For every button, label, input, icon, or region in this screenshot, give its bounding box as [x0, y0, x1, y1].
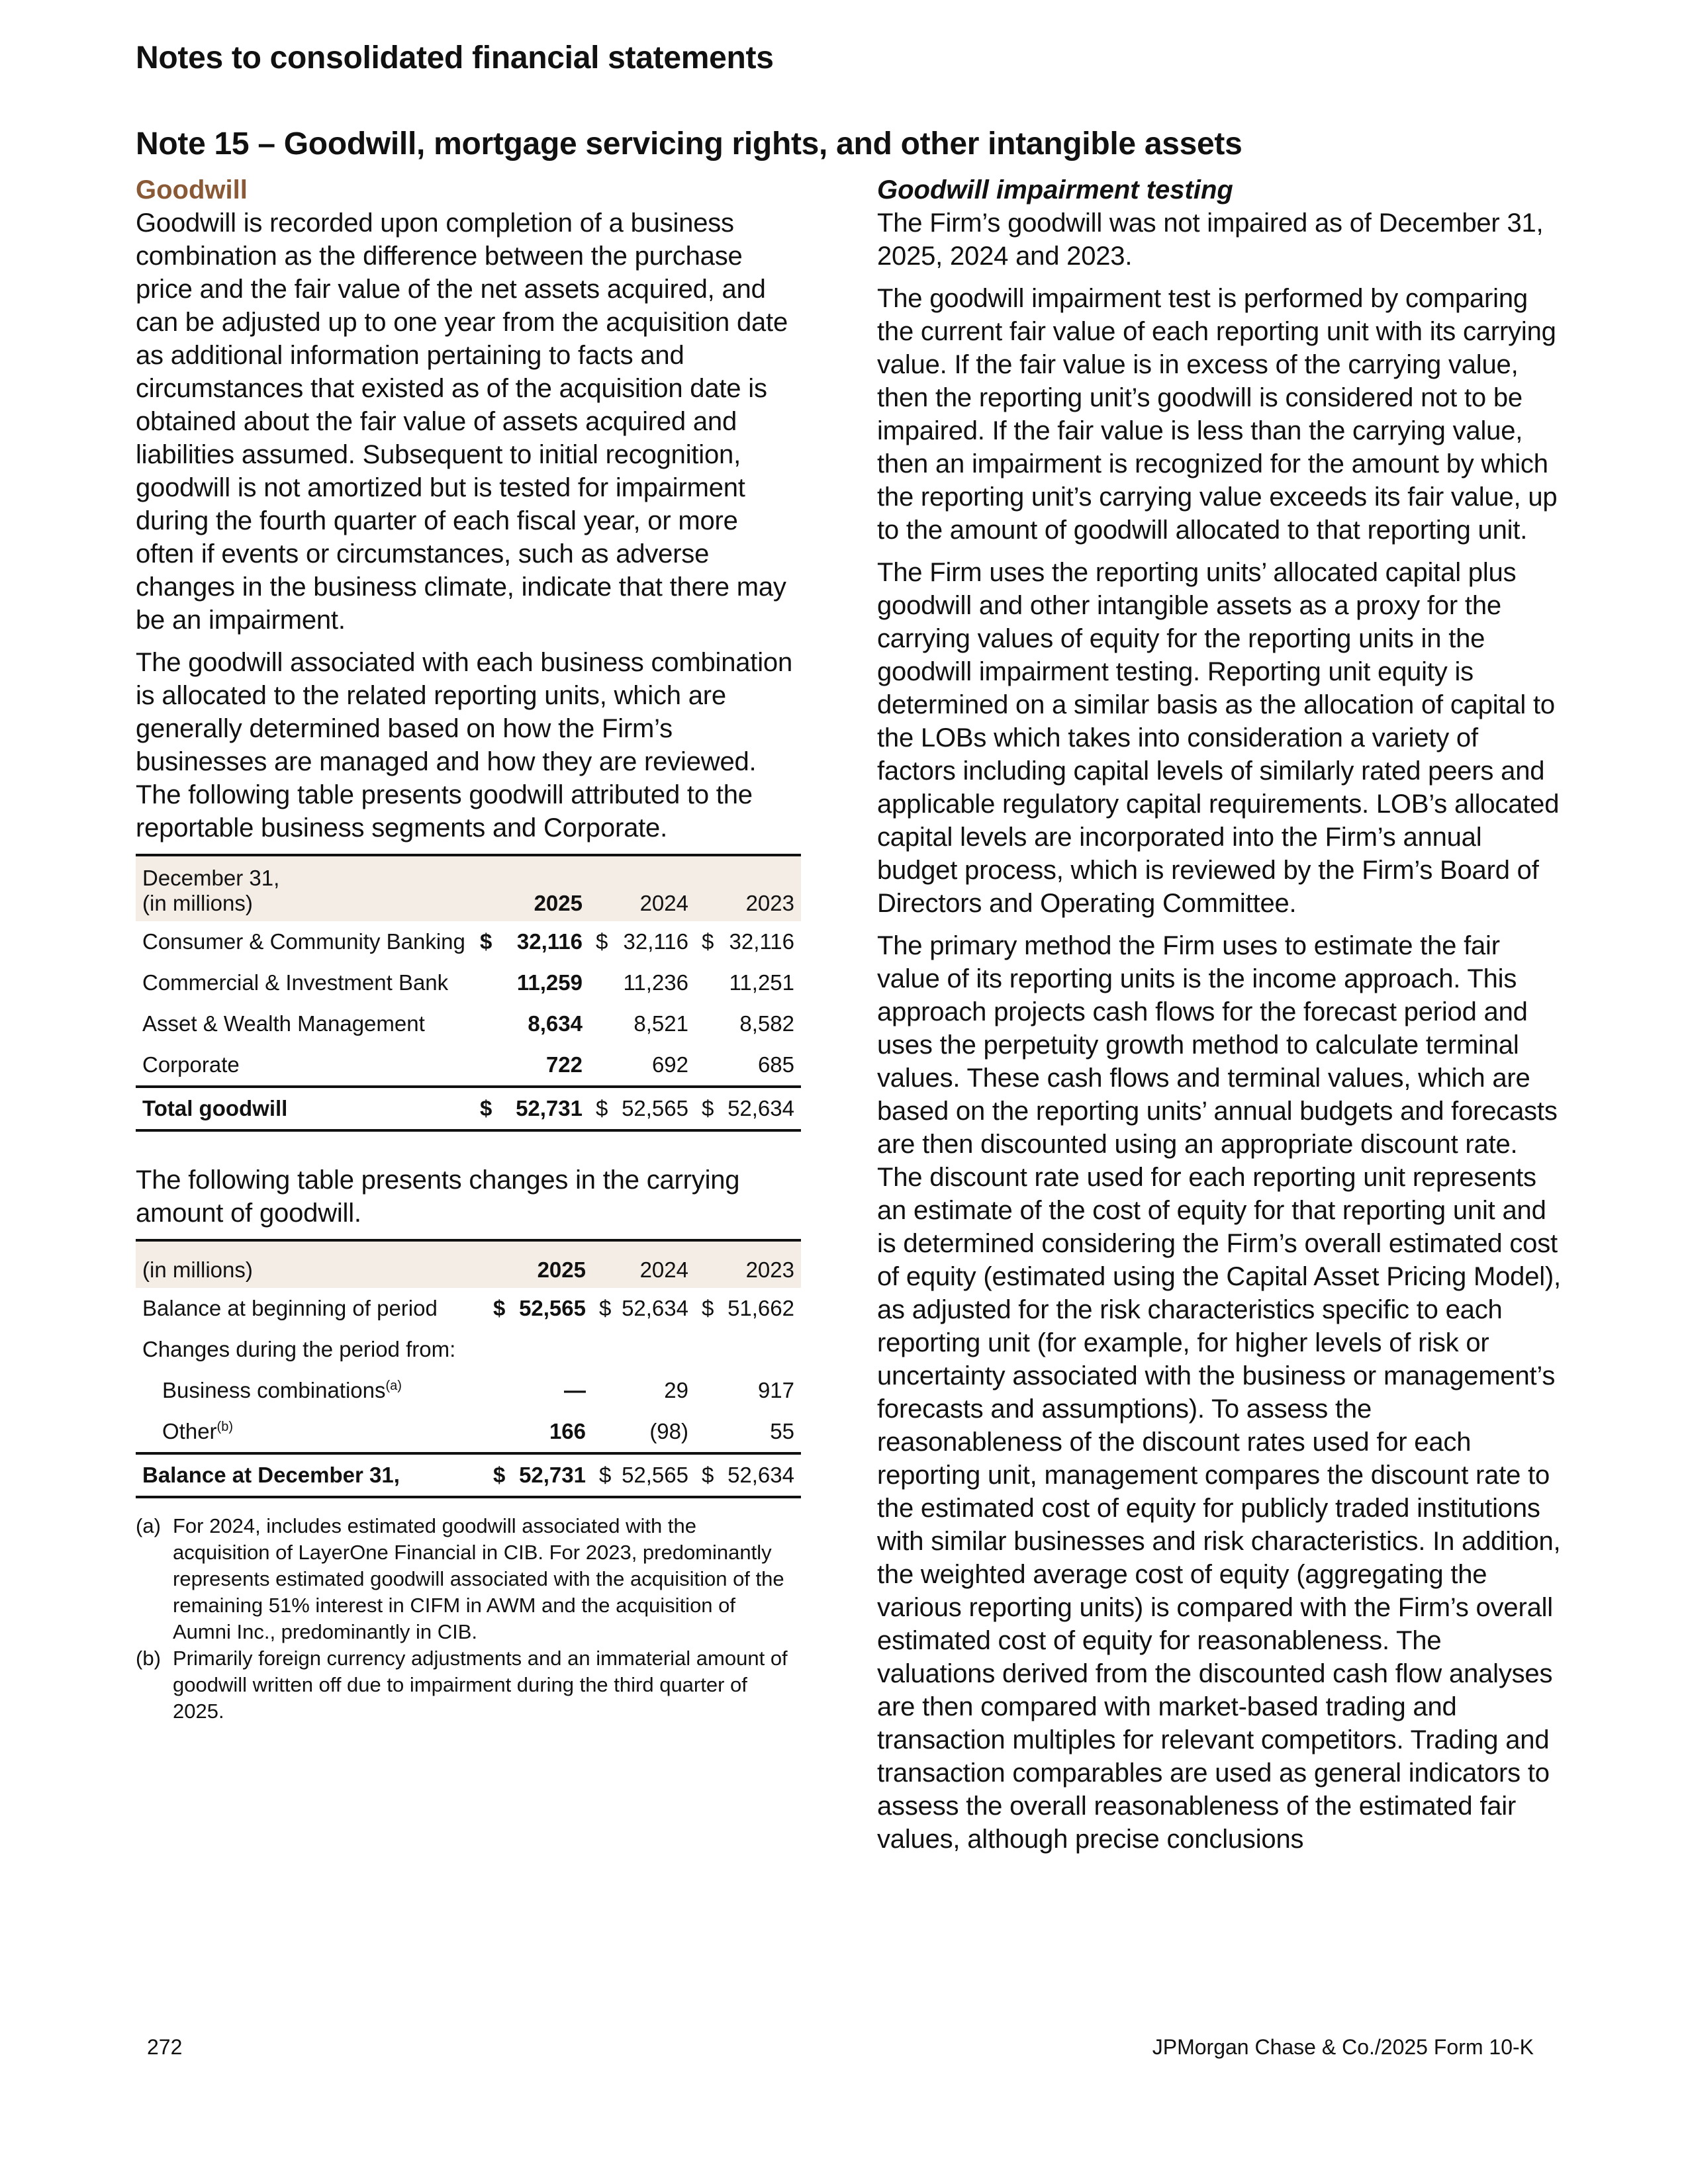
cell-2023: [695, 921, 801, 962]
table-row: [136, 962, 801, 1003]
paragraph: The following table presents changes in the carrying amount of goodwill.: [136, 1165, 740, 1228]
cell-2025: 166: [549, 1419, 586, 1443]
dollar-sign: $: [599, 1296, 612, 1320]
total-row: [136, 1453, 801, 1497]
cell-value: 52,731: [516, 1096, 583, 1120]
footnote-text: For 2024, includes estimated goodwill associated with the acquisition of LayerOne Financial in CIB. For 2023, predominantly represents estimated goodwill associated with the acquisition of the remaining 51% interest in CIFM in AWM and the acquisition of Aumni Inc., predominantly in CIB.: [173, 1514, 784, 1643]
paragraph: The goodwill associated with each business combination is allocated to the related reporting units, which are generally determined based on how the Firm’s businesses are managed and how they are reviewed. The following table presents goodwill attributed to the reportable business segments and Corporate.: [136, 648, 792, 842]
cell-2025: [487, 1288, 592, 1329]
table-row: [136, 1329, 801, 1370]
table-header-row: [136, 855, 801, 921]
header-line: December 31,: [142, 866, 280, 890]
dollar-sign: $: [480, 1096, 492, 1120]
cell-2023: 917: [757, 1378, 794, 1402]
cell-2025: [473, 921, 589, 962]
row-label: Corporate: [142, 1052, 240, 1077]
table-row: [136, 1044, 801, 1087]
column-header-2023: 2023: [695, 855, 801, 921]
row-label-text: Other: [162, 1419, 217, 1443]
dollar-sign: $: [702, 929, 714, 954]
dollar-sign: $: [702, 1096, 714, 1120]
row-label: [136, 1411, 487, 1453]
dollar-sign: $: [596, 929, 608, 954]
right-column: [877, 173, 1562, 1865]
subsection-heading: Goodwill impairment testing: [877, 175, 1233, 205]
paragraph: The goodwill impairment test is performed by comparing the current fair value of each reporting unit with its carrying value. If the fair value is in excess of the carrying value, then the reporting unit’s goodwill is considered not to be impaired. If the fair value is less than the carrying value, then an impairment is recognized for the amount by which the reporting unit’s carrying value exceeds its fair value, up to the amount of goodwill allocated to that reporting unit.: [877, 284, 1558, 545]
cell-2024: 11,236: [623, 970, 688, 995]
footnote-marker: (b): [216, 1420, 233, 1434]
table-header-label: [136, 855, 473, 921]
row-label: Total goodwill: [136, 1087, 473, 1130]
section-heading-goodwill: Goodwill: [136, 175, 248, 205]
row-label: Consumer & Community Banking: [142, 929, 465, 954]
cell-2023: 11,251: [729, 970, 794, 995]
cell-value: 52,565: [622, 1463, 688, 1487]
footnote-label: (b): [136, 1647, 161, 1670]
cell-value: 52,565: [519, 1296, 586, 1320]
cell-value: 32,116: [516, 929, 583, 954]
dollar-sign: $: [702, 1463, 714, 1487]
header-line: (in millions): [142, 891, 253, 915]
cell-2023: 8,582: [739, 1011, 794, 1036]
cell-2025: 722: [545, 1052, 583, 1077]
row-label: Balance at December 31,: [136, 1453, 487, 1497]
paragraph: The Firm’s goodwill was not impaired as of December 31, 2025, 2024 and 2023.: [877, 208, 1544, 271]
left-column: [136, 173, 798, 1725]
cell-2024: [589, 1087, 695, 1130]
footnote-label: (a): [136, 1514, 161, 1537]
cell-2025: 11,259: [516, 970, 583, 995]
cell-2025: —: [564, 1378, 586, 1402]
cell-2023: [695, 1453, 801, 1497]
footnotes: [136, 1513, 798, 1725]
cell-2024: [592, 1288, 695, 1329]
cell-2023: 55: [770, 1419, 794, 1443]
goodwill-by-segment-table: [136, 854, 801, 1132]
dollar-sign: $: [493, 1296, 506, 1320]
table-row: [136, 1003, 801, 1044]
cell-2025: [487, 1453, 592, 1497]
spacer: [136, 1132, 798, 1163]
cell-2025: [473, 1087, 589, 1130]
row-label: Commercial & Investment Bank: [142, 970, 449, 995]
cell-2023: [695, 1288, 801, 1329]
cell-value: 52,565: [622, 1096, 688, 1120]
cell-2024: 692: [651, 1052, 688, 1077]
page-number: 272: [147, 2035, 183, 2059]
table-row: [136, 1288, 801, 1329]
cell-2024: [592, 1453, 695, 1497]
footnote-text: Primarily foreign currency adjustments and an immaterial amount of goodwill written off due to impairment during the third quarter of 2025.: [173, 1647, 788, 1723]
cell-2023: [695, 1087, 801, 1130]
goodwill-changes-table: [136, 1239, 801, 1498]
footnote: [136, 1513, 798, 1645]
dollar-sign: $: [702, 1296, 714, 1320]
row-label-text: Business combinations: [162, 1378, 386, 1402]
row-label: Changes during the period from:: [142, 1337, 456, 1361]
cell-value: 52,634: [727, 1096, 794, 1120]
page-title: Notes to consolidated financial statements: [136, 40, 774, 75]
footnote: [136, 1645, 798, 1725]
table-row: [136, 1411, 801, 1453]
table-row: [136, 921, 801, 962]
dollar-sign: $: [493, 1463, 506, 1487]
column-header-2024: 2024: [592, 1240, 695, 1288]
note-title: Note 15 – Goodwill, mortgage servicing rights, and other intangible assets: [136, 126, 1243, 161]
paragraph: The Firm uses the reporting units’ allocated capital plus goodwill and other intangible assets as a proxy for the carrying values of equity for the reporting units in the goodwill impairment testing. Reporting unit equity is determined on a similar basis as the allocation of capital to the LOBs which takes into consideration a variety of factors including capital levels of similarly rated peers and applicable regulatory capital requirements. LOB’s allocated capital levels are incorporated into the Firm’s annual budget process, which is reviewed by the Firm’s Board of Directors and Operating Committee.: [877, 558, 1560, 918]
row-label: Balance at beginning of period: [142, 1296, 438, 1320]
paragraph: The primary method the Firm uses to estimate the fair value of its reporting units is the income approach. This approach projects cash flows for the forecast period and uses the perpetuity growth method to calculate terminal values. These cash flows and terminal values, which are based on the reporting units’ annual budgets and forecasts are then discounted using an appropriate discount rate. The discount rate used for each reporting unit represents an estimate of the cost of equity for that reporting unit and is determined considering the Firm’s overall estimated cost of equity (estimated using the Capital Asset Pricing Model), as adjusted for the risk characteristics specific to each reporting unit (for example, for higher levels of risk or uncertainty associated with the business or management’s forecasts and assumptions). To assess the reasonableness of the discount rates used for each reporting unit, management compares the discount rate to the estimated cost of equity for publicly traded institutions with similar businesses and risk characteristics. In addition, the weighted average cost of equity (aggregating the various reporting units) is compared with the Firm’s overall estimated cost of equity for reasonableness. The valuations derived from the discounted cash flow analyses are then compared with market-based trading and transaction multiples for relevant competitors. Trading and transaction comparables are used as general indicators to assess the overall reasonableness of the estimated fair values, although precise conclusions: [877, 931, 1561, 1854]
paragraph: Goodwill is recorded upon completion of a business combination as the difference between the purchase price and the fair value of the net assets acquired, and can be adjusted up to one year from the acquisition date as additional information pertaining to facts and circumstances that existed as of the acquisition date is obtained about the fair value of assets acquired and liabilities assumed. Subsequent to initial recognition, goodwill is not amortized but is tested for impairment during the fourth quarter of each fiscal year, or more often if events or circumstances, such as adverse changes in the business climate, indicate that there may be an impairment.: [136, 208, 788, 635]
table-header-row: [136, 1240, 801, 1288]
total-row: [136, 1087, 801, 1130]
footnote-marker: (a): [385, 1379, 402, 1393]
cell-2024: (98): [649, 1419, 688, 1443]
cell-value: 52,634: [727, 1463, 794, 1487]
cell-value: 32,116: [729, 929, 794, 954]
cell-2024: [589, 921, 695, 962]
row-label: [136, 1370, 487, 1411]
dollar-sign: $: [596, 1096, 608, 1120]
cell-2023: 685: [757, 1052, 794, 1077]
cell-value: 51,662: [727, 1296, 794, 1320]
dollar-sign: $: [599, 1463, 612, 1487]
cell-value: 52,731: [519, 1463, 586, 1487]
table-row: [136, 1370, 801, 1411]
column-header-2023: 2023: [695, 1240, 801, 1288]
table-header-label: (in millions): [136, 1240, 487, 1288]
row-label: Asset & Wealth Management: [142, 1011, 425, 1036]
cell-2024: 8,521: [633, 1011, 688, 1036]
cell-2025: 8,634: [528, 1011, 583, 1036]
document-footer: JPMorgan Chase & Co./2025 Form 10-K: [1152, 2035, 1534, 2059]
dollar-sign: $: [480, 929, 492, 954]
cell-value: 52,634: [622, 1296, 688, 1320]
column-header-2025: 2025: [487, 1240, 592, 1288]
cell-value: 32,116: [623, 929, 688, 954]
column-header-2024: 2024: [589, 855, 695, 921]
cell-2024: 29: [664, 1378, 688, 1402]
column-header-2025: 2025: [473, 855, 589, 921]
